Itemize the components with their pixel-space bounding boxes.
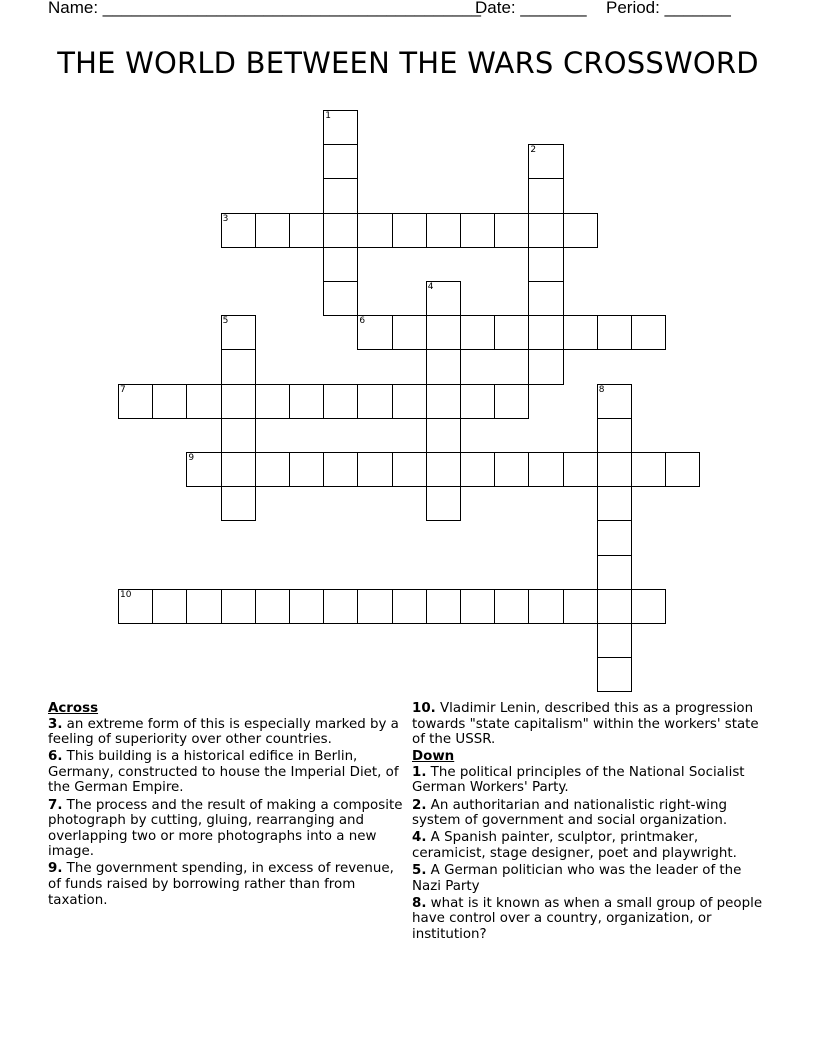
grid-cell[interactable] <box>528 247 563 282</box>
grid-cell[interactable] <box>323 452 358 487</box>
grid-cell[interactable] <box>357 589 392 624</box>
clue-text: This building is a historical edifice in Berlin, Germany, constructed to house the Imperial Diet, of the German Empire. <box>48 749 399 796</box>
clue-text: The government spending, in excess of revenue, of funds raised by borrowing rather than from taxation. <box>48 861 394 908</box>
cell-number: 2 <box>530 145 537 156</box>
clue-number: 6. <box>48 749 63 765</box>
grid-cell[interactable] <box>528 178 563 213</box>
grid-cell[interactable] <box>528 349 563 384</box>
grid-cell[interactable] <box>597 384 632 419</box>
grid-cell[interactable] <box>323 144 358 179</box>
cell-number: 1 <box>325 111 331 121</box>
grid-cell[interactable] <box>255 589 290 624</box>
grid-cell[interactable] <box>597 315 632 350</box>
clue-text: Vladimir Lenin, described this as a progression towards "state capitalism" within the workers' state of the USSR. <box>412 701 759 748</box>
grid-cell[interactable] <box>426 589 461 624</box>
clue-number: 8. <box>412 895 427 911</box>
clue-text: An authoritarian and nationalistic right-wing system of government and social organization. <box>412 797 728 829</box>
cell-number: 5 <box>222 316 229 327</box>
grid-cell[interactable] <box>152 589 187 624</box>
down-heading: Down <box>412 749 455 765</box>
grid-cell[interactable] <box>357 315 392 350</box>
grid-cell[interactable] <box>494 384 529 419</box>
grid-cell[interactable] <box>597 520 632 555</box>
grid-cell[interactable] <box>494 315 529 350</box>
clue-number: 10. <box>412 701 436 716</box>
grid-cell[interactable] <box>528 144 563 179</box>
grid-cell[interactable] <box>426 281 461 316</box>
grid-cell[interactable] <box>323 213 358 248</box>
grid-cell[interactable] <box>289 452 324 487</box>
grid-cell[interactable] <box>118 589 153 624</box>
clue-text: what is it known as when a small group of people have control over a country, organization, or institution? <box>412 895 763 942</box>
grid-cell[interactable] <box>323 110 358 145</box>
grid-cell[interactable] <box>597 452 632 487</box>
page-title: THE WORLD BETWEEN THE WARS CROSSWORD <box>57 46 759 80</box>
grid-cell[interactable] <box>221 213 256 248</box>
clue-across-7 <box>48 798 408 860</box>
grid-cell[interactable] <box>631 589 666 624</box>
grid-cell[interactable] <box>221 589 256 624</box>
grid-cell[interactable] <box>426 384 461 419</box>
grid-cell[interactable] <box>426 418 461 453</box>
grid-cell[interactable] <box>597 623 632 658</box>
grid-cell[interactable] <box>186 589 221 624</box>
grid-cell[interactable] <box>597 589 632 624</box>
date-field[interactable]: Date: _______ <box>475 0 587 17</box>
grid-cell[interactable] <box>631 315 666 350</box>
clue-text: A German politician who was the leader of the Nazi Party <box>412 862 742 894</box>
cell-number: 7 <box>120 384 126 395</box>
grid-cell[interactable] <box>528 315 563 350</box>
grid-cell[interactable] <box>392 213 427 248</box>
grid-cell[interactable] <box>460 589 495 624</box>
grid-cell[interactable] <box>528 281 563 316</box>
grid-cell[interactable] <box>563 213 598 248</box>
clue-down-5 <box>412 863 772 894</box>
grid-cell[interactable] <box>221 418 256 453</box>
clue-number: 5. <box>412 862 427 878</box>
grid-cell[interactable] <box>528 213 563 248</box>
grid-cell[interactable] <box>152 384 187 419</box>
grid-cell[interactable] <box>323 384 358 419</box>
cell-number: 3 <box>222 213 229 224</box>
grid-cell[interactable] <box>597 486 632 521</box>
cell-number: 9 <box>188 453 195 463</box>
clue-across-9 <box>48 861 408 908</box>
grid-cell[interactable] <box>426 452 461 487</box>
grid-cell[interactable] <box>563 452 598 487</box>
grid-cell[interactable] <box>597 555 632 590</box>
cell-number: 6 <box>359 316 366 327</box>
grid-cell[interactable] <box>221 384 256 419</box>
grid-cell[interactable] <box>186 452 221 487</box>
grid-cell[interactable] <box>460 213 495 248</box>
grid-cell[interactable] <box>597 657 632 692</box>
grid-cell[interactable] <box>494 213 529 248</box>
grid-cell[interactable] <box>323 178 358 213</box>
clue-down-1 <box>412 765 772 796</box>
grid-cell[interactable] <box>221 452 256 487</box>
grid-cell[interactable] <box>494 452 529 487</box>
grid-cell[interactable] <box>460 384 495 419</box>
grid-cell[interactable] <box>665 452 700 487</box>
period-field[interactable]: Period: _______ <box>606 0 731 17</box>
clue-across-10 <box>412 701 772 748</box>
grid-cell[interactable] <box>221 315 256 350</box>
grid-cell[interactable] <box>494 589 529 624</box>
grid-cell[interactable] <box>426 315 461 350</box>
clue-across-6 <box>48 749 408 796</box>
grid-cell[interactable] <box>563 589 598 624</box>
clue-text: The process and the result of making a composite photograph by cutting, gluing, rearranging and overlapping two or more photographs into a new image. <box>48 797 403 860</box>
grid-cell[interactable] <box>392 452 427 487</box>
across-heading: Across <box>48 701 99 716</box>
grid-cell[interactable] <box>323 281 358 316</box>
clue-down-2 <box>412 798 772 829</box>
cell-number: 10 <box>120 589 132 600</box>
grid-cell[interactable] <box>631 452 666 487</box>
clue-text: The political principles of the National Socialist German Workers' Party. <box>412 764 745 796</box>
grid-cell[interactable] <box>186 384 221 419</box>
clue-number: 9. <box>48 861 63 877</box>
grid-cell[interactable] <box>289 213 324 248</box>
grid-cell[interactable] <box>426 349 461 384</box>
clues-column-left <box>48 701 408 910</box>
worksheet-header <box>48 0 788 20</box>
grid-cell[interactable] <box>597 418 632 453</box>
grid-cell[interactable] <box>255 213 290 248</box>
clue-across-3 <box>48 717 408 748</box>
clue-down-4 <box>412 830 772 861</box>
grid-cell[interactable] <box>528 589 563 624</box>
clue-number: 2. <box>412 797 427 813</box>
name-field[interactable]: Name: ________________________________________ <box>48 0 481 17</box>
clue-number: 7. <box>48 797 63 813</box>
grid-cell[interactable] <box>221 349 256 384</box>
grid-cell[interactable] <box>323 589 358 624</box>
grid-cell[interactable] <box>392 589 427 624</box>
clue-number: 1. <box>412 764 427 780</box>
grid-cell[interactable] <box>460 452 495 487</box>
clue-text: an extreme form of this is especially marked by a feeling of superiority over other countries. <box>48 716 399 748</box>
grid-cell[interactable] <box>118 384 153 419</box>
grid-cell[interactable] <box>392 384 427 419</box>
clue-number: 3. <box>48 716 63 732</box>
grid-cell[interactable] <box>392 315 427 350</box>
cell-number: 4 <box>427 282 434 292</box>
grid-cell[interactable] <box>426 486 461 521</box>
clues-column-right <box>412 701 772 944</box>
cell-number: 8 <box>598 384 605 395</box>
grid-cell[interactable] <box>357 213 392 248</box>
grid-cell[interactable] <box>357 384 392 419</box>
grid-cell[interactable] <box>255 384 290 419</box>
grid-cell[interactable] <box>289 589 324 624</box>
grid-cell[interactable] <box>563 315 598 350</box>
clue-number: 4. <box>412 830 427 846</box>
grid-cell[interactable] <box>460 315 495 350</box>
grid-cell[interactable] <box>255 452 290 487</box>
grid-cell[interactable] <box>426 213 461 248</box>
clue-down-8 <box>412 896 772 943</box>
clue-text: A Spanish painter, sculptor, printmaker, ceramicist, stage designer, poet and playwright. <box>412 830 737 861</box>
grid-cell[interactable] <box>357 452 392 487</box>
grid-cell[interactable] <box>289 384 324 419</box>
grid-cell[interactable] <box>221 486 256 521</box>
grid-cell[interactable] <box>528 452 563 487</box>
grid-cell[interactable] <box>323 247 358 282</box>
